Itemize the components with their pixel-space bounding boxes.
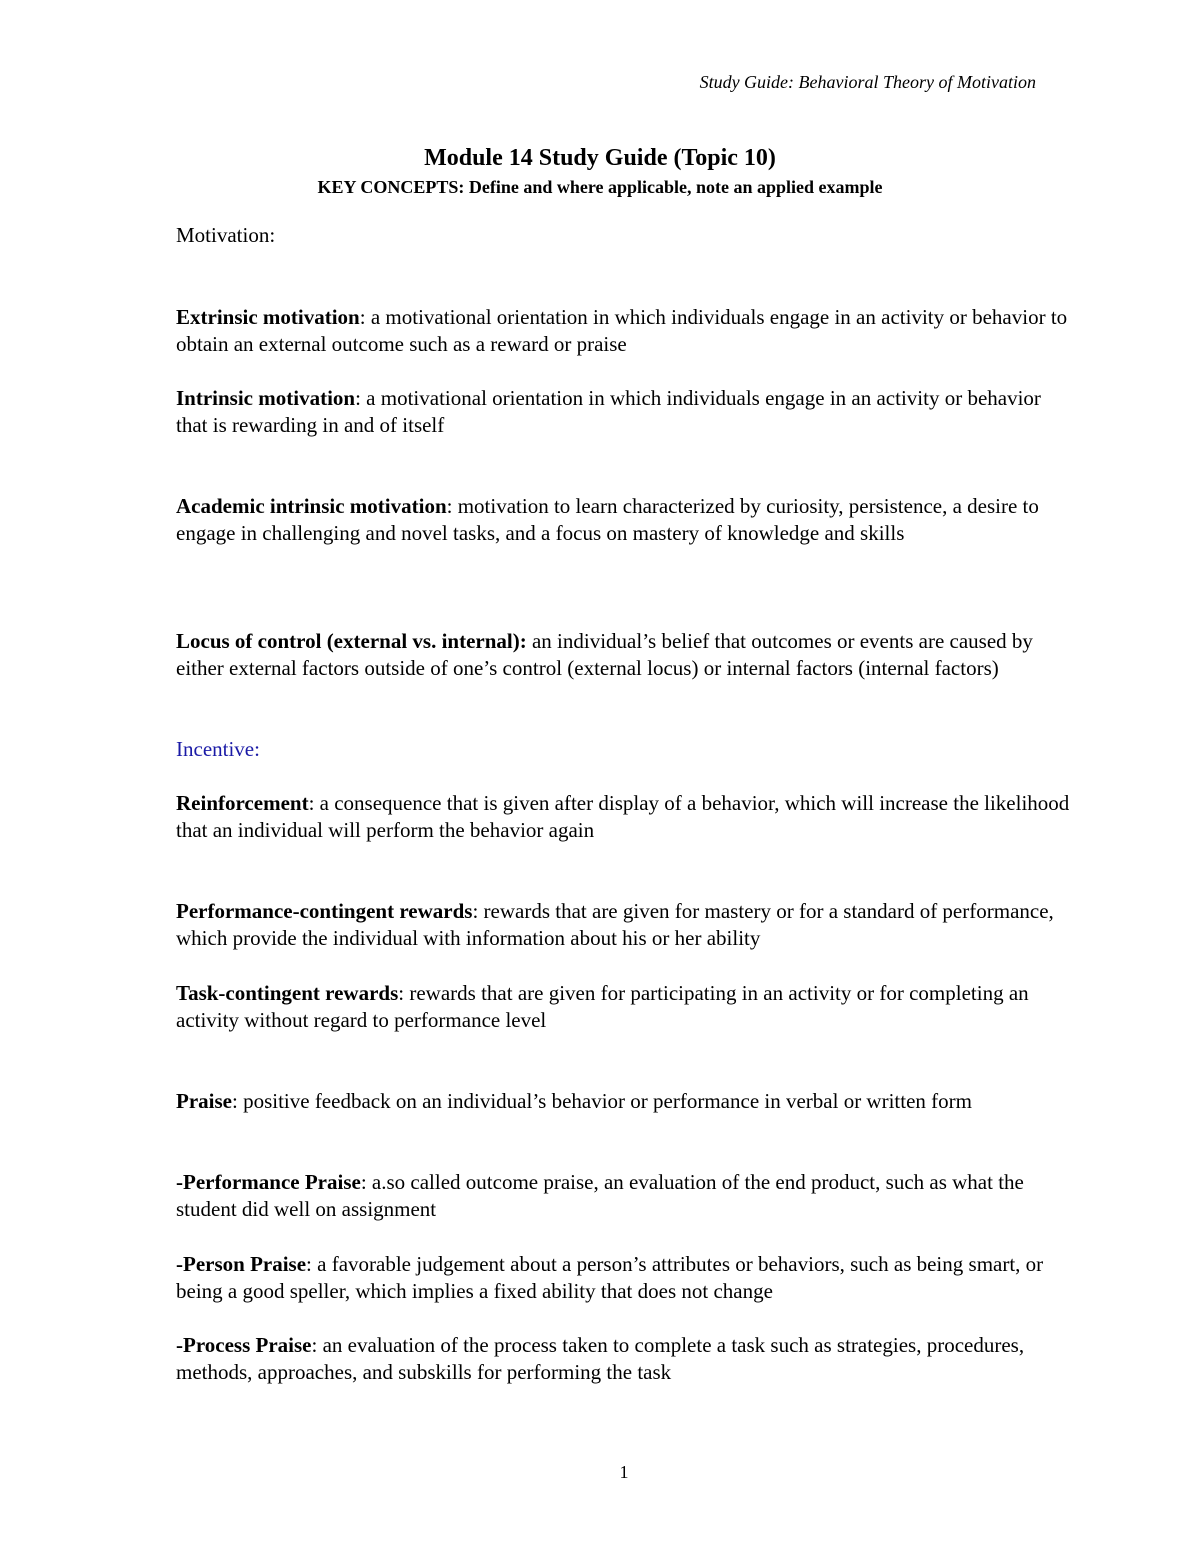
entry-person-praise (176, 1251, 1076, 1305)
entry-definition: : motivation to learn characterized by curiosity, persistence, a desire to engage in challenging and novel tasks, and a focus on mastery of knowledge and skills (176, 494, 1039, 545)
entry-term: Academic intrinsic motivation (176, 494, 447, 518)
entry-term: Extrinsic motivation (176, 305, 360, 329)
entry-definition: : rewards that are given for participating in an activity or for completing an activity without regard to performance level (176, 981, 1029, 1032)
entry-term: Reinforcement (176, 791, 309, 815)
entry-performance-praise (176, 1169, 1076, 1223)
entry-term: Performance-contingent rewards (176, 899, 473, 923)
entry-task-contingent-rewards (176, 980, 1076, 1034)
entry-label: Motivation: (176, 223, 276, 247)
entry-term: Intrinsic motivation (176, 386, 356, 410)
entry-definition: : an evaluation of the process taken to complete a task such as strategies, procedures, methods, approaches, and subskills for performing the task (176, 1333, 1025, 1384)
running-header: Study Guide: Behavioral Theory of Motivation (699, 72, 1036, 92)
entry-locus-of-control (176, 628, 1076, 682)
page-title: Module 14 Study Guide (Topic 10) (424, 145, 776, 171)
entry-definition: : a motivational orientation in which individuals engage in an activity or behavior that is rewarding in and of itself (176, 386, 1041, 437)
entry-academic-intrinsic-motivation (176, 493, 1076, 547)
entry-process-praise (176, 1332, 1076, 1386)
entry-term: Praise (176, 1089, 232, 1113)
page-number: 1 (619, 1462, 629, 1482)
entry-incentive (176, 736, 1076, 763)
entry-term: -Process Praise (176, 1333, 312, 1357)
entry-definition: : rewards that are given for mastery or for a standard of performance, which provide the individual with information about his or her ability (176, 899, 1054, 950)
entry-term: -Person Praise (176, 1252, 307, 1276)
entry-definition: : a.so called outcome praise, an evaluation of the end product, such as what the student did well on assignment (176, 1170, 1024, 1221)
entry-label: Incentive: (176, 737, 260, 761)
entry-definition: : a consequence that is given after display of a behavior, which will increase the likelihood that an individual will perform the behavior again (176, 791, 1070, 842)
entry-motivation (176, 222, 1076, 249)
entry-reinforcement (176, 790, 1076, 844)
entry-praise (176, 1088, 1076, 1115)
entry-performance-contingent-rewards (176, 898, 1076, 952)
entry-term: Task-contingent rewards (176, 981, 399, 1005)
entry-intrinsic-motivation (176, 385, 1076, 439)
entry-definition: : a motivational orientation in which individuals engage in an activity or behavior to obtain an external outcome such as a reward or praise (176, 305, 1068, 356)
page-subtitle: KEY CONCEPTS: Define and where applicable, note an applied example (317, 177, 883, 197)
entry-extrinsic-motivation (176, 304, 1076, 358)
entry-term: Locus of control (external vs. internal): (176, 629, 527, 653)
entry-definition: an individual’s belief that outcomes or events are caused by either external factors outside of one’s control (external locus) or internal factors (internal factors) (176, 629, 1033, 680)
entry-term: -Performance Praise (176, 1170, 361, 1194)
entry-definition: : a favorable judgement about a person’s attributes or behaviors, such as being smart, or being a good speller, which implies a fixed ability that does not change (176, 1252, 1044, 1303)
entry-definition: : positive feedback on an individual’s behavior or performance in verbal or written form (231, 1089, 972, 1113)
